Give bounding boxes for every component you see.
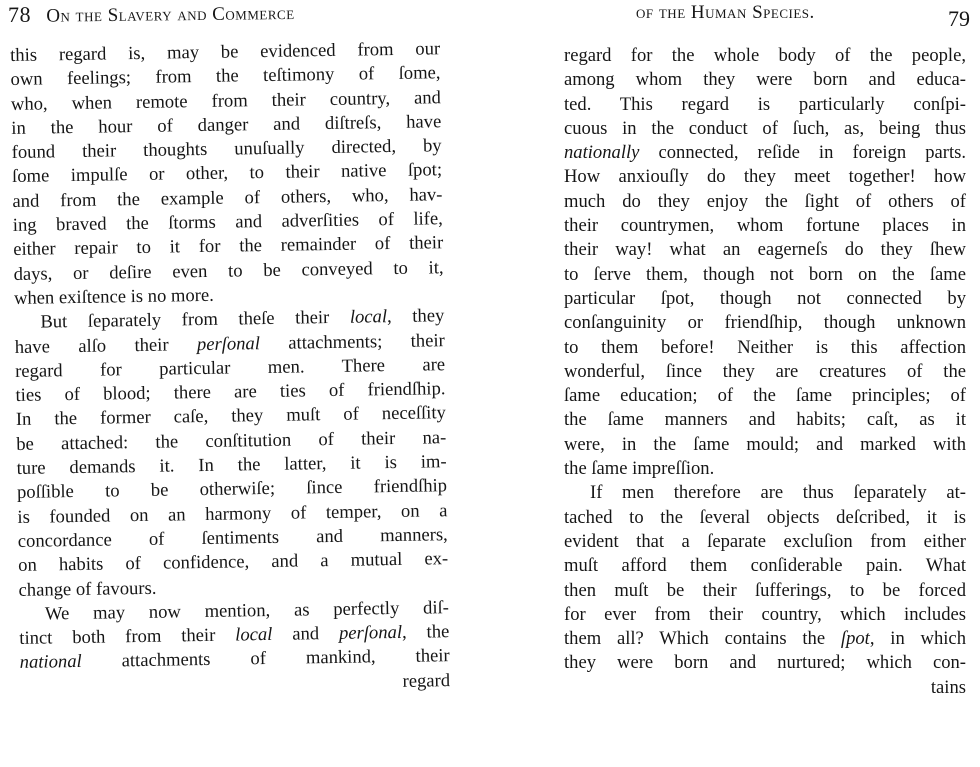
- text-line: [564, 627, 966, 651]
- text-line: [564, 651, 966, 675]
- text-line: [564, 311, 966, 335]
- text-line: [564, 287, 966, 311]
- text-run: is founded on an harmony of temper, on a: [17, 499, 448, 528]
- text-line: [564, 433, 966, 457]
- text-run: own feelings; from the teſtimony of ſome,: [10, 62, 441, 91]
- text-run: tinct both from their: [19, 624, 236, 650]
- text-run: poſſible to be otherwiſe; ſince friendſhip: [16, 475, 448, 504]
- text-run: this regard is, may be evidenced from our: [10, 38, 441, 66]
- text-line: [564, 579, 966, 603]
- text-line: [564, 457, 966, 481]
- italic-phrase: local: [349, 306, 388, 328]
- text-run: their countrymen, whom fortune places in: [564, 215, 966, 237]
- text-run: evident that a ſeparate excluſion from either: [564, 530, 966, 552]
- italic-phrase: local: [235, 624, 273, 646]
- text-run: ſome impulſe or other, to their native ſpot;: [11, 159, 443, 188]
- text-line: [564, 530, 966, 554]
- text-line: [564, 506, 966, 530]
- text-run: and: [272, 623, 340, 646]
- text-line: [564, 165, 966, 189]
- text-run: either repair to it for the remainder of their: [13, 232, 444, 261]
- text-line: [564, 263, 966, 287]
- text-run: they were born and nurtured; which con-: [564, 652, 966, 674]
- text-line: [564, 360, 966, 384]
- text-run: , they: [386, 305, 445, 328]
- text-run: and from the example of others, who, hav-: [12, 184, 443, 212]
- text-line: [564, 238, 966, 262]
- text-run: on habits of confidence, and a mutual ex-: [18, 548, 449, 577]
- text-line: [564, 336, 966, 360]
- text-run: attachments; their: [259, 329, 445, 354]
- text-run: be attached: the conſtitution of their na-: [16, 426, 447, 455]
- text-run: ture demands it. In the latter, it is im-: [16, 451, 447, 479]
- text-run: In the former caſe, they muſt of neceſſity: [15, 402, 447, 431]
- text-run: who, when remote from their country, and: [10, 86, 442, 115]
- text-run: ties of blood; there are ties of friendſhip.: [15, 378, 446, 407]
- text-run: them all? Which contains the: [564, 628, 841, 650]
- right-running-header: [636, 2, 815, 24]
- text-run: their way! what an eagerneſs do they ſhew: [564, 239, 966, 261]
- text-line: [564, 554, 966, 578]
- text-line: [564, 141, 966, 165]
- text-run: cuous in the conduct of ſuch, as, being thus: [564, 117, 966, 139]
- text-run: regard for particular men. There are: [14, 354, 446, 382]
- text-line: [564, 481, 966, 505]
- text-run: tached to the ſeveral objects deſcribed, it is: [564, 506, 966, 528]
- text-run: wonderful, ſince they are creatures of the: [564, 360, 966, 382]
- text-line: [564, 93, 966, 117]
- text-run: in the hour of danger and diſtreſs, have: [11, 111, 442, 139]
- text-run: to them before! Neither is this affection: [564, 336, 966, 358]
- left-header-title: On the Slavery and Commerce: [46, 2, 295, 27]
- right-page: [490, 0, 980, 767]
- text-run: have alſo their: [14, 333, 198, 358]
- text-run: for ever from their country, which includes: [564, 603, 966, 625]
- text-run: days, or deſire even to be conveyed to it,: [13, 256, 444, 285]
- right-page-number: 79: [948, 6, 970, 31]
- text-run: the ſame impreſſion.: [564, 458, 715, 480]
- text-run: conſanguinity or friendſhip, though unknown: [564, 312, 966, 334]
- text-run: change of favours.: [18, 577, 157, 601]
- text-run: the ſame manners and habits; caſt, as it: [564, 409, 966, 431]
- text-run: But ſeparately from theſe their: [40, 306, 351, 333]
- text-run: connected, reſide in foreign parts.: [639, 142, 966, 164]
- text-run: , the: [401, 621, 450, 644]
- text-run: attachments of mankind, their: [81, 645, 450, 673]
- italic-phrase: perſonal: [338, 622, 403, 645]
- text-run: to ſerve them, though not born on the ſame: [564, 263, 966, 285]
- text-run: found their thoughts unuſually directed, by: [11, 135, 442, 164]
- text-run: were, in the ſame mould; and marked with: [564, 433, 966, 455]
- left-page-body: [10, 37, 450, 700]
- text-line: [564, 117, 966, 141]
- text-line: [564, 44, 966, 68]
- italic-phrase: ſpot: [840, 628, 870, 650]
- text-run: then muſt be their ſufferings, to be forced: [564, 579, 966, 601]
- right-header-title: of the Human Species.: [636, 2, 815, 23]
- text-run: among whom they were born and educa-: [564, 69, 966, 91]
- text-line: [564, 214, 966, 238]
- italic-phrase: perſonal: [196, 332, 261, 355]
- text-run: , in which: [869, 628, 966, 650]
- text-line: [564, 190, 966, 214]
- text-line: [564, 384, 966, 408]
- text-run: muſt afford them conſiderable pain. What: [564, 555, 966, 577]
- text-line: [564, 408, 966, 432]
- text-run: ing braved the ſtorms and adverſities of life,: [12, 208, 443, 237]
- text-run: We may now mention, as perfectly diſ-: [44, 597, 450, 625]
- text-run: particular ſpot, though not connected by: [564, 287, 966, 309]
- catchword: regard: [402, 669, 451, 692]
- italic-phrase: national: [19, 651, 82, 674]
- text-run: If men therefore are thus ſeparately at-: [590, 482, 966, 504]
- text-run: much do they enjoy the ſight of others of: [564, 190, 966, 212]
- right-page-body: [564, 44, 966, 700]
- catchword: tains: [930, 676, 966, 698]
- text-run: regard for the whole body of the people,: [564, 45, 966, 66]
- text-run: ſame education; of the ſame principles; of: [564, 385, 966, 407]
- text-line: [564, 68, 966, 92]
- text-run: when exiſtence is no more.: [13, 284, 214, 309]
- text-run: How anxiouſly do they meet together! how: [564, 166, 966, 188]
- text-run: ted. This regard is particularly conſpi-: [564, 93, 966, 115]
- left-page-number: 78: [7, 1, 32, 27]
- text-line: [564, 603, 966, 627]
- text-run: concordance of ſentiments and manners,: [17, 524, 448, 552]
- italic-phrase: nationally: [564, 142, 640, 164]
- left-running-header: [8, 0, 295, 28]
